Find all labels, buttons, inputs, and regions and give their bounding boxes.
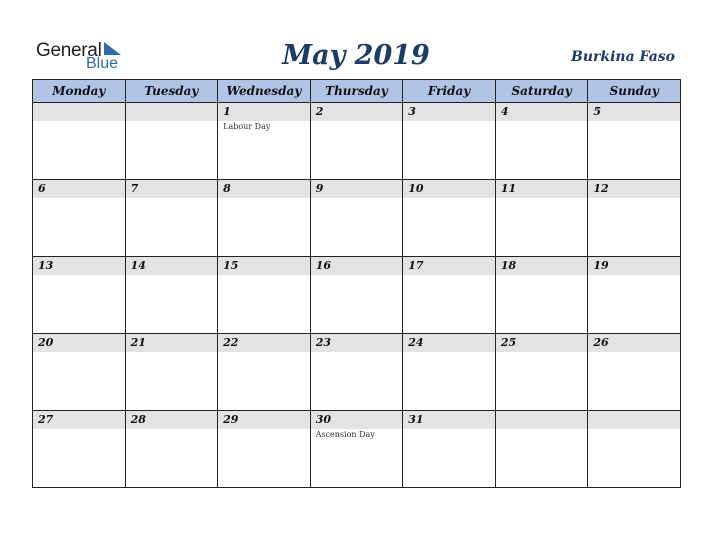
day-number: 30 bbox=[315, 413, 331, 426]
week-row bbox=[33, 257, 681, 334]
day-number: 31 bbox=[408, 413, 424, 426]
day-cell bbox=[495, 257, 588, 334]
week-row bbox=[33, 411, 681, 488]
day-number-bar bbox=[126, 257, 218, 275]
day-cell bbox=[310, 180, 403, 257]
day-number-bar bbox=[311, 334, 403, 352]
day-cell bbox=[125, 411, 218, 488]
day-number: 2 bbox=[315, 105, 324, 118]
day-number-bar bbox=[126, 411, 218, 429]
day-number: 14 bbox=[130, 259, 146, 272]
day-number-bar bbox=[403, 411, 495, 429]
day-number-bar bbox=[126, 334, 218, 352]
day-number-bar bbox=[588, 257, 680, 275]
day-cell bbox=[495, 334, 588, 411]
day-number: 22 bbox=[223, 336, 239, 349]
day-cell bbox=[403, 257, 496, 334]
day-number-bar bbox=[588, 180, 680, 198]
day-number-bar bbox=[496, 411, 588, 429]
day-number-bar bbox=[588, 103, 680, 121]
day-cell bbox=[310, 257, 403, 334]
day-cell bbox=[218, 103, 311, 180]
day-number: 24 bbox=[408, 336, 424, 349]
day-number-bar bbox=[126, 103, 218, 121]
day-cell bbox=[218, 180, 311, 257]
day-number-bar bbox=[218, 334, 310, 352]
weekday-saturday: Saturday bbox=[495, 80, 588, 103]
day-number-bar bbox=[588, 411, 680, 429]
weekday-thursday: Thursday bbox=[310, 80, 403, 103]
day-number-bar bbox=[33, 411, 125, 429]
day-number: 26 bbox=[593, 336, 609, 349]
day-number: 20 bbox=[38, 336, 54, 349]
day-number-bar bbox=[33, 334, 125, 352]
logo-general-text: General bbox=[36, 40, 102, 61]
calendar-title: May 2019 bbox=[282, 40, 430, 71]
day-number-bar bbox=[496, 334, 588, 352]
day-number: 23 bbox=[315, 336, 331, 349]
day-cell bbox=[403, 180, 496, 257]
day-number-bar bbox=[588, 334, 680, 352]
logo-blue-text: Blue bbox=[86, 55, 119, 72]
calendar-grid bbox=[32, 79, 681, 488]
day-number: 10 bbox=[408, 182, 424, 195]
day-number-bar bbox=[126, 180, 218, 198]
day-number-bar bbox=[311, 257, 403, 275]
day-number: 19 bbox=[593, 259, 609, 272]
weekday-wednesday: Wednesday bbox=[218, 80, 311, 103]
day-number: 18 bbox=[500, 259, 517, 272]
day-number-bar bbox=[33, 103, 125, 121]
day-cell bbox=[588, 411, 681, 488]
day-cell bbox=[495, 411, 588, 488]
day-number: 29 bbox=[223, 413, 239, 426]
day-cell bbox=[310, 411, 403, 488]
day-cell bbox=[125, 334, 218, 411]
day-number: 16 bbox=[315, 259, 331, 272]
day-number: 5 bbox=[593, 105, 602, 118]
day-cell bbox=[125, 103, 218, 180]
day-cell bbox=[125, 180, 218, 257]
day-cell bbox=[403, 103, 496, 180]
day-number-bar bbox=[218, 411, 310, 429]
day-number: 28 bbox=[130, 413, 146, 426]
week-row bbox=[33, 180, 681, 257]
country-name: Burkina Faso bbox=[571, 49, 675, 65]
day-number: 9 bbox=[315, 182, 324, 195]
day-number: 17 bbox=[408, 259, 424, 272]
day-number-bar bbox=[218, 257, 310, 275]
weekday-monday: Monday bbox=[33, 80, 126, 103]
day-number: 4 bbox=[500, 105, 509, 118]
day-cell bbox=[218, 334, 311, 411]
day-number-bar bbox=[403, 180, 495, 198]
day-number-bar bbox=[218, 180, 310, 198]
day-number: 21 bbox=[130, 336, 146, 349]
day-number-bar bbox=[496, 103, 588, 121]
day-number-bar bbox=[218, 103, 310, 121]
day-number: 15 bbox=[223, 259, 239, 272]
day-number-bar bbox=[311, 411, 403, 429]
holiday-label: Labour Day bbox=[223, 122, 271, 131]
day-cell bbox=[588, 334, 681, 411]
weekday-friday: Friday bbox=[403, 80, 496, 103]
day-number-bar bbox=[33, 257, 125, 275]
day-cell bbox=[588, 257, 681, 334]
day-number-bar bbox=[33, 180, 125, 198]
day-cell bbox=[403, 411, 496, 488]
day-number: 8 bbox=[223, 182, 231, 195]
weekday-sunday: Sunday bbox=[588, 80, 681, 103]
day-cell bbox=[218, 257, 311, 334]
day-cell bbox=[403, 334, 496, 411]
week-row bbox=[33, 334, 681, 411]
day-cell bbox=[33, 103, 126, 180]
day-cell bbox=[33, 257, 126, 334]
day-cell bbox=[125, 257, 218, 334]
day-cell bbox=[33, 334, 126, 411]
day-number-bar bbox=[496, 180, 588, 198]
day-number-bar bbox=[311, 103, 403, 121]
day-number: 1 bbox=[223, 105, 231, 118]
day-cell bbox=[588, 103, 681, 180]
day-number: 13 bbox=[38, 259, 54, 272]
week-row bbox=[33, 103, 681, 180]
holiday-label: Ascension Day bbox=[315, 430, 375, 439]
day-cell bbox=[588, 180, 681, 257]
day-number: 11 bbox=[500, 182, 517, 195]
day-number: 3 bbox=[408, 105, 416, 118]
day-cell bbox=[495, 180, 588, 257]
day-cell bbox=[33, 180, 126, 257]
day-number: 27 bbox=[38, 413, 54, 426]
day-cell bbox=[495, 103, 588, 180]
day-number: 7 bbox=[130, 182, 139, 195]
weekday-header-row bbox=[33, 80, 681, 103]
day-cell bbox=[218, 411, 311, 488]
day-number-bar bbox=[403, 257, 495, 275]
day-cell bbox=[310, 103, 403, 180]
weekday-tuesday: Tuesday bbox=[125, 80, 218, 103]
day-number-bar bbox=[403, 334, 495, 352]
day-number: 6 bbox=[38, 182, 46, 195]
day-number: 25 bbox=[500, 336, 517, 349]
day-number-bar bbox=[403, 103, 495, 121]
day-cell bbox=[33, 411, 126, 488]
day-number-bar bbox=[311, 180, 403, 198]
day-number-bar bbox=[496, 257, 588, 275]
day-cell bbox=[310, 334, 403, 411]
day-number: 12 bbox=[593, 182, 609, 195]
